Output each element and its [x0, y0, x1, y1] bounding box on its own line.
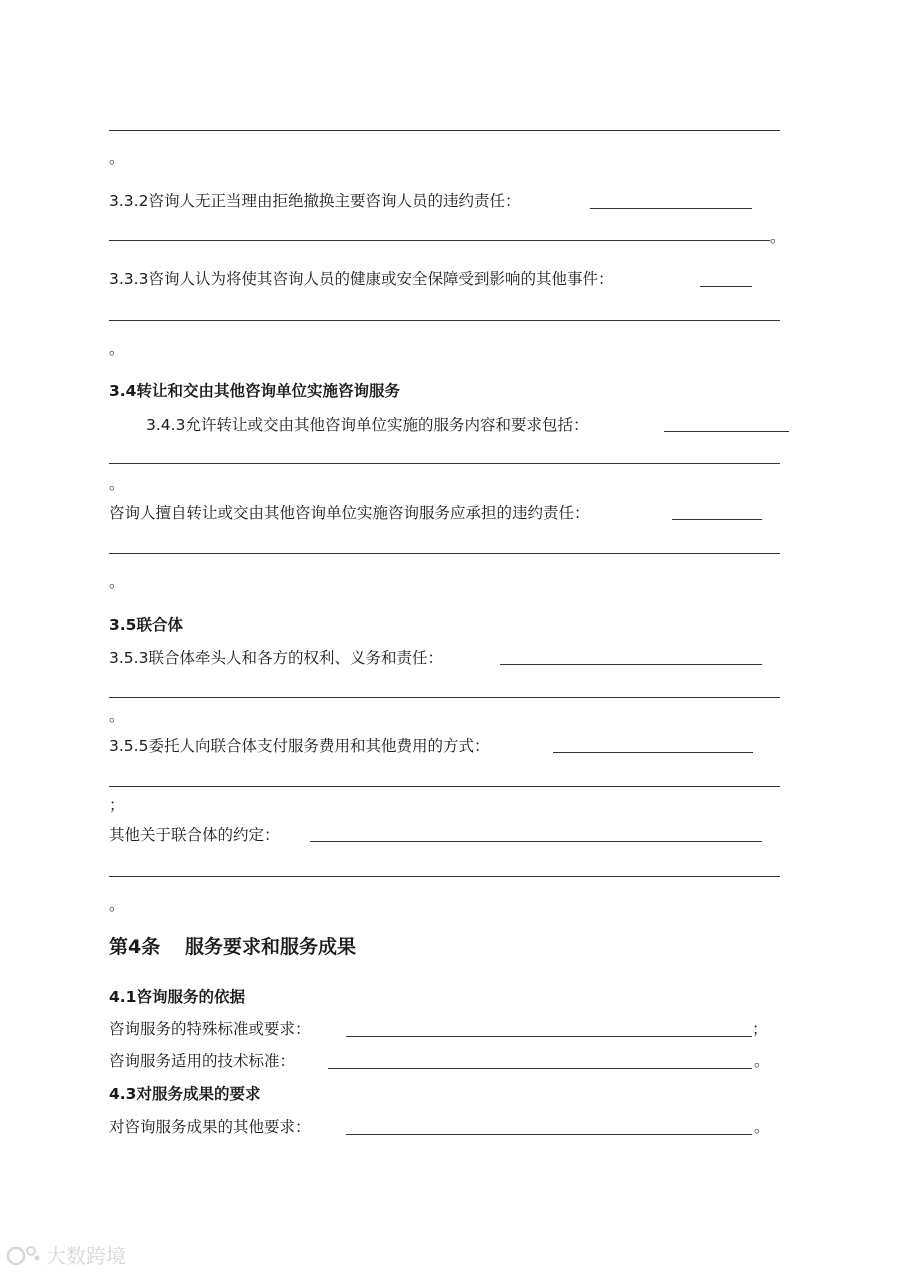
fill-line — [553, 752, 753, 753]
section-4-1-heading: 4.1咨询服务的依据 — [109, 988, 245, 1006]
fill-line — [590, 208, 752, 209]
fill-line — [310, 841, 762, 842]
article-4-title: 服务要求和服务成果 — [185, 936, 357, 958]
period-mark: 。 — [109, 573, 125, 591]
period-mark: 。 — [109, 340, 125, 358]
fill-line — [500, 664, 762, 665]
clause-3-3-2: 3.3.2咨询人无正当理由拒绝撤换主要咨询人员的违约责任： — [109, 192, 521, 210]
fill-line — [346, 1134, 752, 1135]
watermark — [6, 1240, 126, 1269]
section-4-3-heading: 4.3对服务成果的要求 — [109, 1085, 261, 1103]
watermark-text: 大数跨境 — [46, 1244, 126, 1268]
period-mark: 。 — [109, 475, 125, 493]
watermark-logo-icon — [6, 1243, 42, 1267]
period-mark: 。 — [109, 149, 125, 167]
clause-4-3-other: 对咨询服务成果的其他要求： — [109, 1118, 311, 1136]
period-mark: 。 — [754, 1118, 770, 1136]
clause-4-1-technical: 咨询服务适用的技术标准： — [109, 1052, 296, 1070]
fill-line — [109, 130, 780, 131]
semicolon-mark: ； — [109, 796, 125, 814]
period-mark: 。 — [770, 228, 786, 246]
fill-line — [109, 320, 780, 321]
period-mark: 。 — [109, 707, 125, 725]
fill-line — [346, 1036, 752, 1037]
period-mark: 。 — [754, 1052, 770, 1070]
section-3-4-heading: 3.4转让和交由其他咨询单位实施咨询服务 — [109, 382, 400, 400]
fill-line — [109, 786, 780, 787]
article-4-number: 第4条 — [109, 936, 161, 958]
clause-3-5-5: 3.5.5委托人向联合体支付服务费用和其他费用的方式： — [109, 737, 490, 755]
clause-3-4-breach: 咨询人擅自转让或交由其他咨询单位实施咨询服务应承担的违约责任： — [109, 504, 590, 522]
fill-line — [109, 697, 780, 698]
fill-line — [109, 240, 770, 241]
fill-line — [672, 519, 762, 520]
period-mark: 。 — [109, 896, 125, 914]
fill-line — [109, 553, 780, 554]
clause-4-1-special: 咨询服务的特殊标准或要求： — [109, 1020, 311, 1038]
semicolon-mark: ； — [752, 1020, 768, 1038]
fill-line — [700, 286, 752, 287]
section-3-5-heading: 3.5联合体 — [109, 616, 183, 634]
fill-line — [109, 463, 780, 464]
fill-line — [664, 431, 789, 432]
clause-3-5-3: 3.5.3联合体牵头人和各方的权利、义务和责任： — [109, 649, 443, 667]
clause-3-5-other: 其他关于联合体的约定： — [109, 826, 280, 844]
fill-line — [109, 876, 780, 877]
clause-3-3-3: 3.3.3咨询人认为将使其咨询人员的健康或安全保障受到影响的其他事件： — [109, 270, 614, 288]
fill-line — [328, 1068, 752, 1069]
clause-3-4-3: 3.4.3允许转让或交由其他咨询单位实施的服务内容和要求包括： — [146, 416, 589, 434]
